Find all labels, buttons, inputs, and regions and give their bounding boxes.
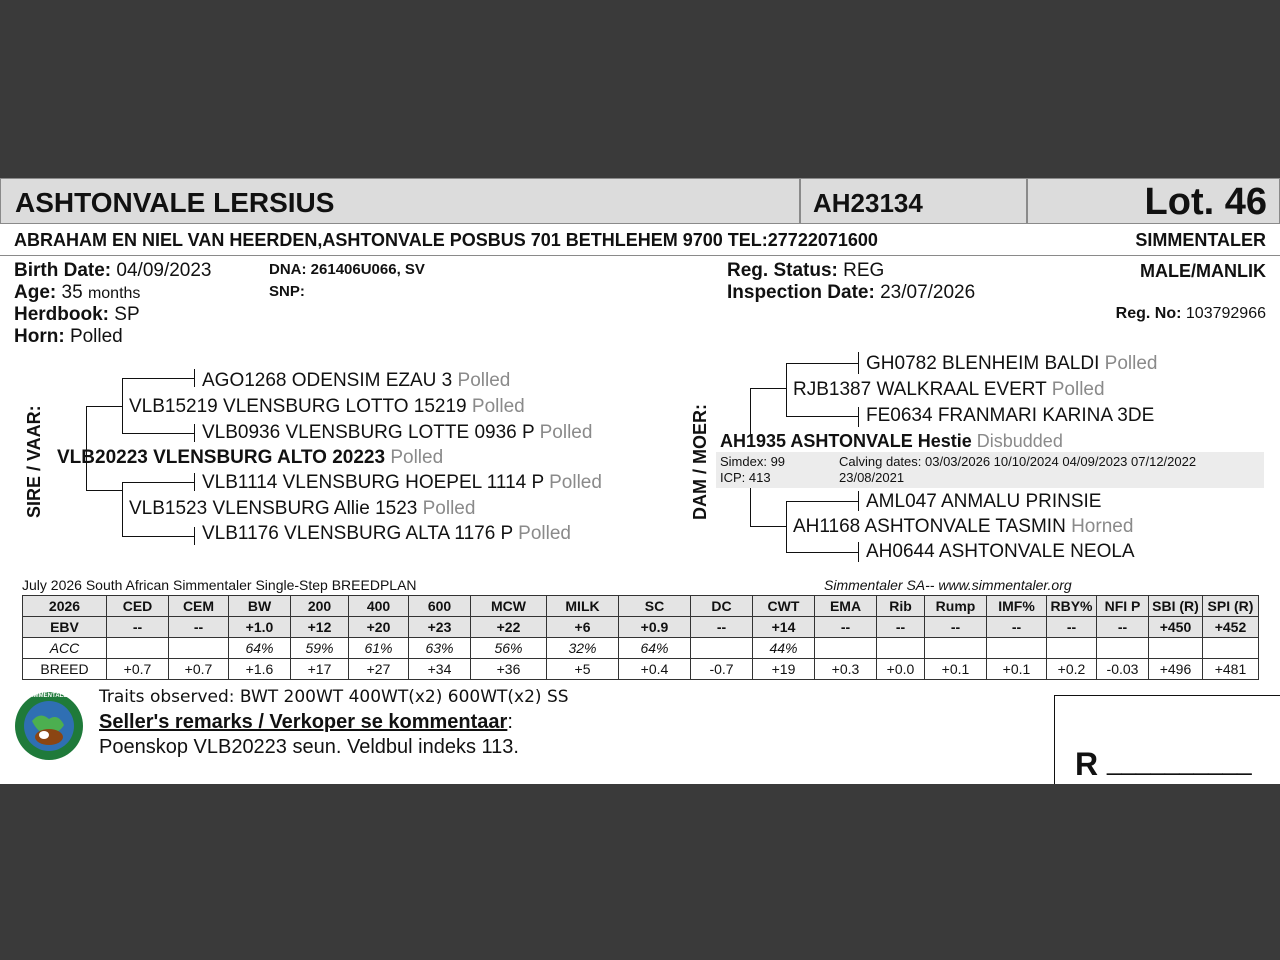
ebv-cell: -- (815, 617, 877, 638)
breed-avg-cell: +0.1 (987, 659, 1047, 680)
dam-sire-sire: GH0782 BLENHEIM BALDI Polled (866, 353, 1158, 374)
breed-avg-cell: +19 (753, 659, 815, 680)
herdbook: Herdbook: SP (14, 304, 140, 325)
dam-info-box (716, 452, 1264, 488)
ebv-header-cell: Rump (925, 596, 987, 617)
dna: DNA: 261406U066, SV (269, 261, 425, 278)
acc-row (23, 638, 1259, 659)
ebv-header-row (23, 596, 1259, 617)
ebv-cell: +0.9 (619, 617, 691, 638)
logo-text: SIMMENTALER (28, 693, 72, 699)
dam-dam-sire: AML047 ANMALU PRINSIE (866, 491, 1102, 512)
acc-cell (1203, 638, 1259, 659)
ebv-header-cell: SC (619, 596, 691, 617)
ebv-header-cell: 600 (409, 596, 471, 617)
acc-cell: 64% (619, 638, 691, 659)
breed-name: SIMMENTALER (1135, 230, 1266, 250)
breedplan-title: July 2026 South African Simmentaler Single-Step BREEDPLAN (22, 577, 417, 593)
simdex: Simdex: 99 (720, 454, 786, 469)
ebv-header-cell: SBI (R) (1149, 596, 1203, 617)
reg-code: AH23134 (813, 188, 923, 218)
remarks-text: Poenskop VLB20223 seun. Veldbul indeks 113. (99, 736, 519, 758)
dam-sire-dam: FE0634 FRANMARI KARINA 3DE (866, 405, 1155, 426)
breed-avg-cell: +496 (1149, 659, 1203, 680)
ebv-header-cell: SPI (R) (1203, 596, 1259, 617)
breed-avg-cell: +0.0 (877, 659, 925, 680)
acc-cell (1097, 638, 1149, 659)
acc-cell (815, 638, 877, 659)
ebv-cell: -- (691, 617, 753, 638)
breeder-row (0, 224, 1280, 256)
sire: VLB20223 VLENSBURG ALTO 20223 Polled (57, 447, 444, 468)
horn-status: Horn: Polled (14, 326, 123, 347)
acc-cell (169, 638, 229, 659)
acc-cell: 59% (291, 638, 349, 659)
code-header (800, 178, 1027, 224)
ebv-header-cell: CWT (753, 596, 815, 617)
breed-avg-cell: +481 (1203, 659, 1259, 680)
ebv-header-cell: MCW (471, 596, 547, 617)
dam-dam-dam: AH0644 ASHTONVALE NEOLA (866, 541, 1135, 562)
sire-sire-sire: AGO1268 ODENSIM EZAU 3 Polled (202, 370, 511, 391)
ebv-cell: +1.0 (229, 617, 291, 638)
acc-cell (925, 638, 987, 659)
acc-cell: 44% (753, 638, 815, 659)
ebv-header-cell: Rib (877, 596, 925, 617)
breeder-address: ABRAHAM EN NIEL VAN HEERDEN,ASHTONVALE POSBUS 701 BETHLEHEM 9700 TEL:27722071600 (14, 230, 878, 250)
breed-avg-cell: +34 (409, 659, 471, 680)
breed-avg-row (23, 659, 1259, 680)
reg-no: Reg. No: 103792966 (1115, 305, 1266, 322)
breed-avg-cell: +1.6 (229, 659, 291, 680)
name-header (0, 178, 800, 224)
ebv-cell: +22 (471, 617, 547, 638)
bid-box (1054, 695, 1280, 784)
breed-avg-cell: +36 (471, 659, 547, 680)
breed-avg-cell: BREED (23, 659, 107, 680)
acc-cell: ACC (23, 638, 107, 659)
calving-dates: Calving dates: 03/03/2026 10/10/2024 04/09/2023 07/12/2022 (839, 454, 1197, 469)
sire-sire: VLB15219 VLENSBURG LOTTO 15219 Polled (129, 396, 525, 417)
ebv-cell: +452 (1203, 617, 1259, 638)
breed-avg-cell: +0.4 (619, 659, 691, 680)
ebv-cell: -- (1097, 617, 1149, 638)
ebv-cell: -- (1047, 617, 1097, 638)
dam: AH1935 ASHTONVALE Hestie Disbudded (720, 431, 1063, 451)
breedplan-website: Simmentaler SA-- www.simmentaler.org (824, 577, 1072, 593)
acc-cell: 56% (471, 638, 547, 659)
acc-cell (691, 638, 753, 659)
birth-date: Birth Date: 04/09/2023 (14, 260, 212, 281)
ebv-cell: -- (925, 617, 987, 638)
lot-number: Lot. 46 (1144, 181, 1267, 223)
icp: ICP: 413 (720, 470, 771, 485)
breed-avg-cell: +0.7 (169, 659, 229, 680)
breed-avg-cell: +0.1 (925, 659, 987, 680)
ebv-header-cell: NFI P (1097, 596, 1149, 617)
dam-sire: RJB1387 WALKRAAL EVERT Polled (793, 379, 1105, 400)
r-label: R (1075, 746, 1099, 782)
snp: SNP: (269, 283, 305, 300)
ebv-cell: -- (987, 617, 1047, 638)
ebv-header-cell: RBY% (1047, 596, 1097, 617)
ebv-cell: +20 (349, 617, 409, 638)
acc-cell (987, 638, 1047, 659)
sire-dam-sire: VLB1114 VLENSBURG HOEPEL 1114 P Polled (202, 472, 602, 493)
ebv-cell: +450 (1149, 617, 1203, 638)
breed-avg-cell: +5 (547, 659, 619, 680)
calving-dates-more: 23/08/2021 (839, 470, 905, 485)
ebv-header-cell: 400 (349, 596, 409, 617)
breed-avg-cell: +27 (349, 659, 409, 680)
simmentaler-logo (14, 691, 84, 761)
sire-sire-dam: VLB0936 VLENSBURG LOTTE 0936 P Polled (202, 422, 593, 443)
traits-observed: Traits observed: BWT 200WT 400WT(x2) 600WT(x2) SS (99, 687, 569, 707)
breed-avg-cell: -0.7 (691, 659, 753, 680)
acc-cell: 61% (349, 638, 409, 659)
breed-avg-cell: +0.3 (815, 659, 877, 680)
sire-dam-dam: VLB1176 VLENSBURG ALTA 1176 P Polled (202, 523, 571, 544)
ebv-header-cell: DC (691, 596, 753, 617)
reg-status: Reg. Status: REG (727, 260, 885, 281)
remarks-heading: Seller's remarks / Verkoper se kommentaar: (99, 711, 513, 733)
ebv-cell: +23 (409, 617, 471, 638)
acc-cell (107, 638, 169, 659)
ebv-table (22, 595, 1259, 680)
ebv-header-cell: IMF% (987, 596, 1047, 617)
acc-cell (1047, 638, 1097, 659)
breed-avg-cell: -0.03 (1097, 659, 1149, 680)
acc-cell: 63% (409, 638, 471, 659)
ebv-cell: -- (169, 617, 229, 638)
ebv-header-cell: CED (107, 596, 169, 617)
acc-cell: 32% (547, 638, 619, 659)
ebv-header-cell: BW (229, 596, 291, 617)
r-blank: __________ (1107, 746, 1252, 776)
inspection-date: Inspection Date: 23/07/2026 (727, 282, 976, 303)
sex: MALE/MANLIK (1140, 261, 1266, 281)
ebv-header-cell: MILK (547, 596, 619, 617)
lot-card (0, 178, 1280, 784)
acc-cell (1149, 638, 1203, 659)
breed-avg-cell: +0.7 (107, 659, 169, 680)
ebv-row (23, 617, 1259, 638)
ebv-cell: +6 (547, 617, 619, 638)
breed-avg-cell: +17 (291, 659, 349, 680)
ebv-cell: EBV (23, 617, 107, 638)
ebv-header-cell: CEM (169, 596, 229, 617)
ebv-header-cell: 200 (291, 596, 349, 617)
ebv-cell: -- (107, 617, 169, 638)
dam-dam: AH1168 ASHTONVALE TASMIN Horned (793, 516, 1134, 537)
age: Age: 35 months (14, 282, 141, 303)
lot-header (1027, 178, 1280, 224)
ebv-cell: +12 (291, 617, 349, 638)
ebv-cell: -- (877, 617, 925, 638)
ebv-header-cell: 2026 (23, 596, 107, 617)
sire-dam: VLB1523 VLENSBURG Allie 1523 Polled (129, 498, 476, 519)
acc-cell: 64% (229, 638, 291, 659)
dam-side-label: DAM / MOER: (690, 404, 710, 520)
animal-name: ASHTONVALE LERSIUS (15, 187, 335, 218)
ebv-header-cell: EMA (815, 596, 877, 617)
ebv-cell: +14 (753, 617, 815, 638)
breed-avg-cell: +0.2 (1047, 659, 1097, 680)
acc-cell (877, 638, 925, 659)
sire-side-label: SIRE / VAAR: (24, 405, 44, 518)
